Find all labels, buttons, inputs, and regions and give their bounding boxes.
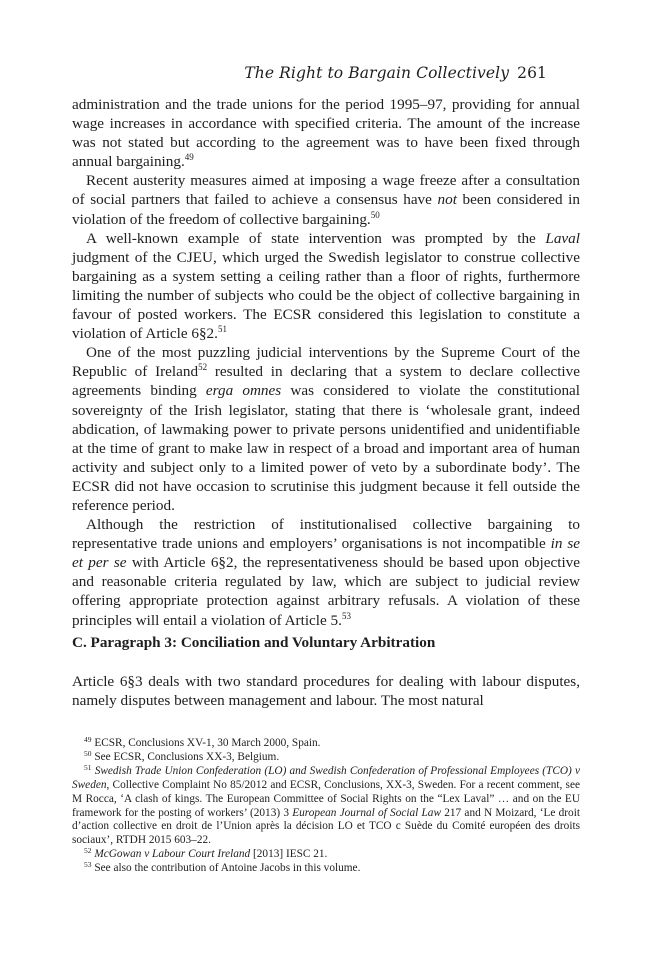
running-header — [244, 64, 547, 82]
paragraph-5 — [72, 515, 580, 630]
paragraph-text: was considered to violate the constitutional sovereignty of the Irish legislator, stating that there is ‘wholesale grant, indeed abdication, of lawmaking power to private persons unidentified and unidentifiable at the time of grant to make law in respect of a broad and important area of human activity and subject only to a limited power of veto by a subordinate body’. The ECSR did not have occasion to scrutinise this judgment because it fell outside the reference period. — [72, 382, 581, 514]
body-text — [72, 95, 580, 630]
footnote-text: [2013] IESC 21. — [250, 848, 328, 861]
running-title: The Right to Bargain Collectively — [244, 64, 510, 82]
footnote-50 — [72, 748, 580, 765]
footnote-ref-51: 51 — [217, 324, 227, 335]
paragraph-text: administration and the trade unions for the period 1995–97, providing for annual wage increases in accordance with specified criteria. The amount of the increase was not stated but according to the agreement was to have been fixed through annual bargaining. — [72, 96, 580, 171]
footnote-text: See ECSR, Conclusions XX-3, Belgium. — [94, 750, 280, 763]
footnote-number: 49 — [84, 735, 92, 744]
paragraph-text: been considered in violation of the freedom of collective bargaining. — [72, 191, 580, 228]
footnote-number: 51 — [84, 762, 92, 772]
section-heading: C. Paragraph 3: Conciliation and Voluntary Arbitration — [72, 634, 436, 651]
paragraph-text: resulted in declaring that a system to declare collective agreements binding — [72, 363, 580, 400]
footnote-ref-53: 53 — [341, 610, 351, 621]
paragraph-text: One of the most puzzling judicial interventions by the Supreme Court of the Republic of Ireland — [72, 344, 580, 381]
case-title: Swedish Trade Union Confederation (LO) and Swedish Confederation of Professional Employees (TCO) v Sweden — [72, 764, 581, 791]
emphasis: in se et per se — [72, 535, 580, 572]
section-paragraph: Article 6§3 deals with two standard procedures for dealing with labour disputes, namely disputes between management and labour. The most natural — [72, 673, 580, 710]
footnote-text: , Collective Complaint No 85/2012 and ECSR, Conclusions, XX-3, Sweden. For a recent comment, see M Rocca, ‘A clash of kings. The European Committee of Social Rights on the “Lex Laval” … and on the EU framework for the posting of workers’ (2013) 3 — [72, 778, 580, 819]
footnote-52 — [72, 848, 580, 862]
footnote-number: 52 — [84, 846, 92, 856]
paragraph-text: Although the restriction of institutionalised collective bargaining to representative trade unions and employers’ organisations is not incompatible — [72, 516, 580, 553]
paragraph-1 — [72, 95, 580, 171]
footnote-text: See also the contribution of Antoine Jacobs in this volume. — [94, 862, 361, 875]
footnote-ref-52: 52 — [198, 362, 208, 373]
section-text — [72, 672, 580, 710]
paragraph-text: judgment of the CJEU, which urged the Swedish legislator to construe collective bargaining as a system setting a ceiling rather than a floor of rights, furthermore limiting the number of subjects who could be the object of collective bargaining in favour of posted workers. The ECSR considered this legislation to constitute a violation of Article 6§2. — [72, 248, 580, 343]
journal-title: European Journal of Social Law — [292, 806, 441, 819]
footnote-number: 53 — [84, 860, 92, 870]
footnote-text: ECSR, Conclusions XV-1, 30 March 2000, Spain. — [94, 737, 321, 749]
emphasis: not — [437, 191, 457, 209]
page-number: 261 — [517, 64, 547, 82]
paragraph-2 — [72, 171, 580, 228]
footnote-text: 217 and N Moizard, ‘Le droit d’action collective en droit de l’Union après la décision LO et TCO c Suède du Comité européen des droits sociaux’, RTDH 2015 603–22. — [72, 806, 580, 847]
footnote-51 — [72, 762, 581, 848]
emphasis: erga omnes — [205, 382, 282, 400]
emphasis: Laval — [545, 229, 580, 247]
footnotes — [72, 737, 580, 876]
footnote-49 — [72, 737, 580, 751]
footnote-53 — [72, 862, 580, 876]
footnote-ref-49: 49 — [184, 152, 194, 163]
case-title: McGowan v Labour Court Ireland — [94, 848, 251, 861]
footnote-ref-50: 50 — [370, 209, 380, 220]
paragraph-text: Recent austerity measures aimed at imposing a wage freeze after a consultation of social partners that failed to achieve a consensus have — [72, 172, 580, 209]
paragraph-text: with Article 6§2, the representativeness should be based upon objective and reasonable criteria regulated by law, which are subject to judicial review offering appropriate protection against arbitrary refusals. A violation of these principles will entail a violation of Article 5. — [72, 554, 581, 629]
paragraph-text: A well-known example of state intervention was prompted by the — [86, 229, 546, 247]
footnote-number: 50 — [84, 748, 92, 758]
paragraph-3 — [72, 229, 580, 344]
paragraph-4 — [72, 343, 580, 515]
